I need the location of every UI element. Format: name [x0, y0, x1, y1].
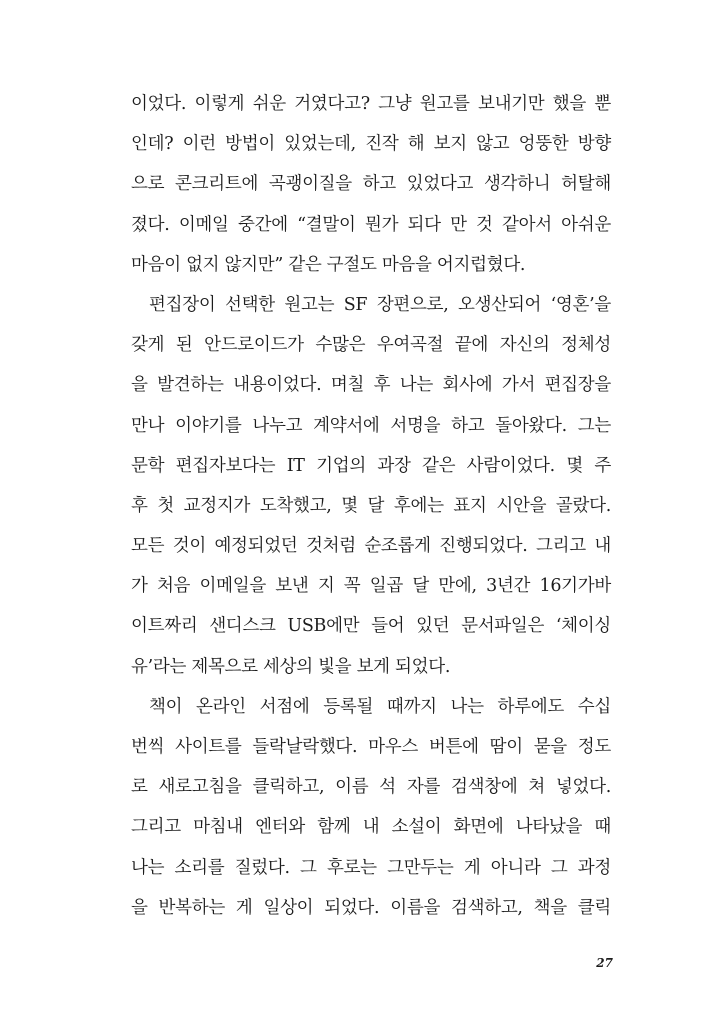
text-line: 을 반복하는 게 일상이 되었다. 이름을 검색하고, 책을 클릭 [131, 897, 611, 918]
text-line: 후 첫 교정지가 도착했고, 몇 달 후에는 표지 시안을 골랐다. [131, 495, 611, 516]
text-line: 이트짜리 샌디스크 USB에만 들어 있던 문서파일은 ‘체이싱 [131, 616, 611, 637]
text-line: 유’라는 제목으로 세상의 빛을 보게 되었다. [131, 656, 451, 677]
text-line: 만나 이야기를 나누고 계약서에 서명을 하고 돌아왔다. 그는 [131, 415, 611, 436]
text-line: 이었다. 이렇게 쉬운 거였다고? 그냥 원고를 보내기만 했을 뿐 [131, 94, 611, 114]
text-line: 모든 것이 예정되었던 것처럼 순조롭게 진행되었다. 그리고 내 [131, 536, 611, 557]
text-line: 으로 콘크리트에 곡괭이질을 하고 있었다고 생각하니 허탈해 [131, 174, 611, 195]
text-line: 인데? 이런 방법이 있었는데, 진작 해 보지 않고 엉뚱한 방향 [131, 134, 611, 155]
text-line: 번씩 사이트를 들락날락했다. 마우스 버튼에 땀이 묻을 정도 [131, 737, 611, 757]
text-line: 졌다. 이메일 중간에 “결말이 뭔가 되다 만 것 같아서 아쉬운 [131, 214, 611, 235]
text-line: 가 처음 이메일을 보낸 지 꼭 일곱 달 만에, 3년간 16기가바 [131, 576, 611, 597]
text-line: 편집장이 선택한 원고는 SF 장편으로, 오생산되어 ‘영혼’을 [149, 294, 611, 315]
text-line: 마음이 없지 않지만” 같은 구절도 마음을 어지럽혔다. [131, 254, 526, 275]
page-number: 27 [596, 956, 613, 970]
text-line: 을 발견하는 내용이었다. 며칠 후 나는 회사에 가서 편집장을 [131, 375, 611, 396]
text-line: 문학 편집자보다는 IT 기업의 과장 같은 사람이었다. 몇 주 [131, 455, 611, 476]
text-line: 그리고 마침내 엔터와 함께 내 소설이 화면에 나타났을 때 [131, 817, 611, 838]
text-line: 나는 소리를 질렀다. 그 후로는 그만두는 게 아니라 그 과정 [131, 857, 611, 878]
text-line: 로 새로고침을 클릭하고, 이름 석 자를 검색창에 쳐 넣었다. [131, 777, 611, 798]
text-line: 책이 온라인 서점에 등록될 때까지 나는 하루에도 수십 [149, 696, 611, 717]
body-text [131, 84, 611, 928]
text-line: 갖게 된 안드로이드가 수많은 우여곡절 끝에 자신의 정체성 [131, 335, 611, 356]
